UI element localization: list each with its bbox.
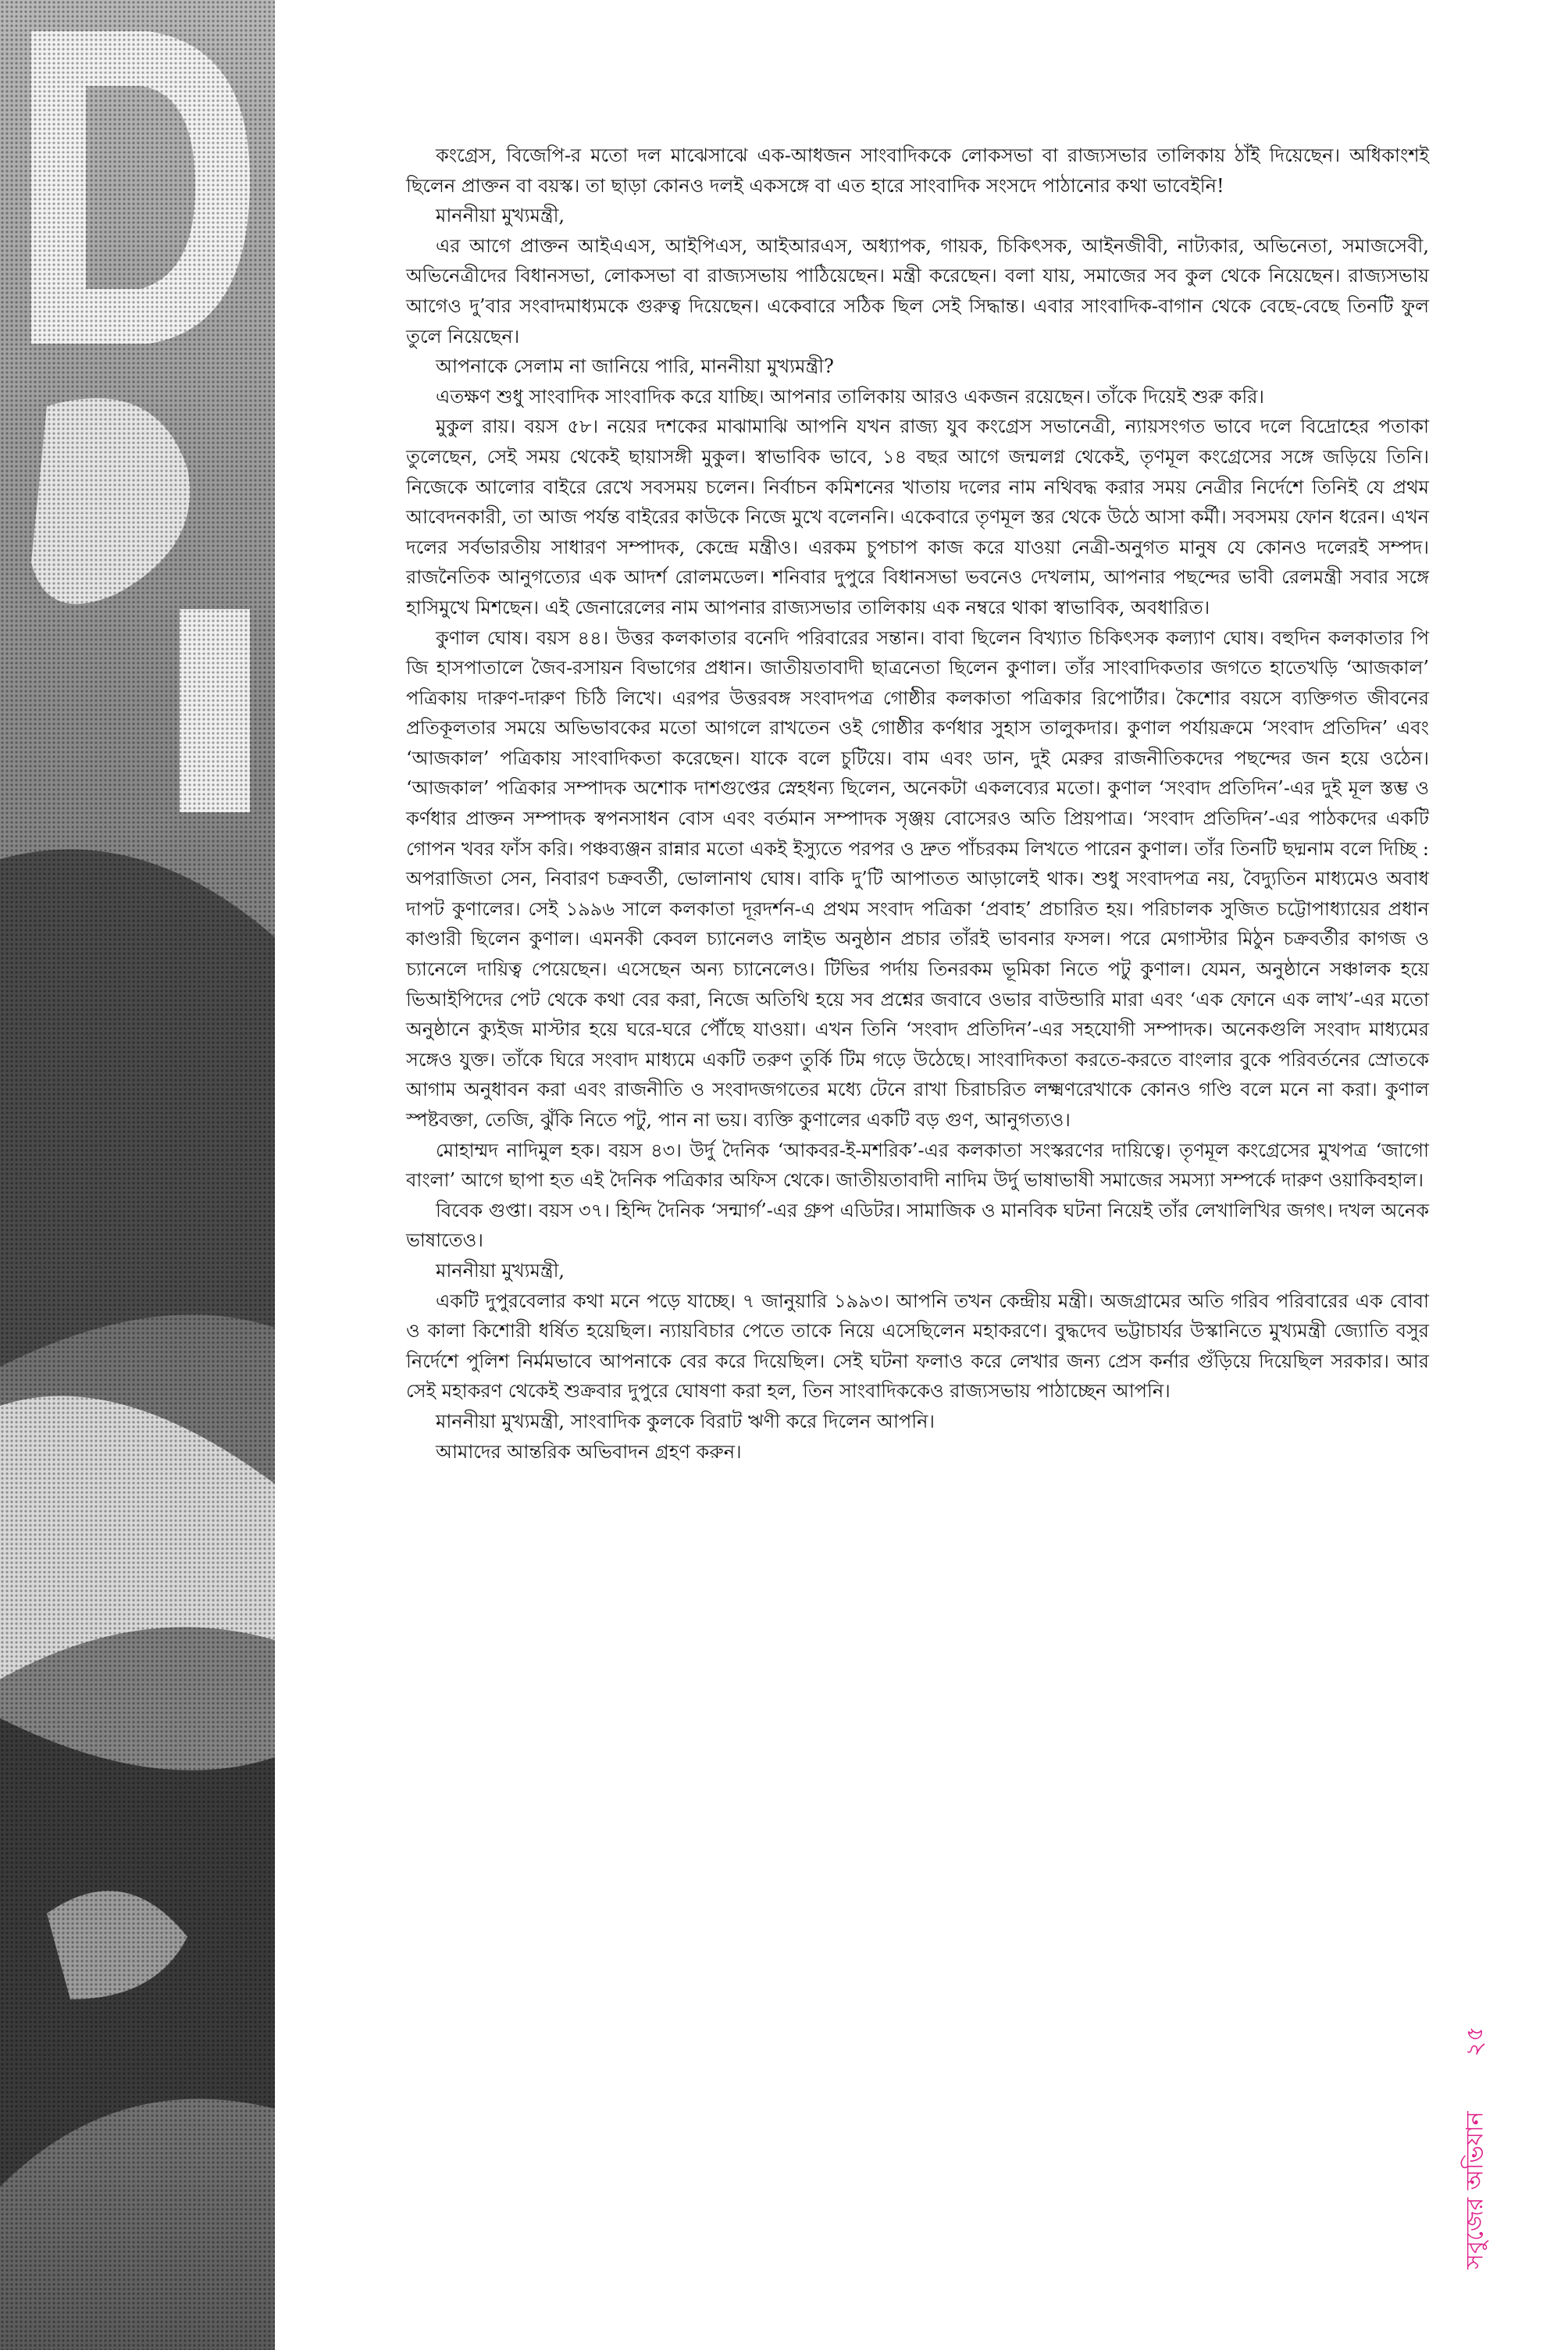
paragraph-intro: কংগ্রেস, বিজেপি-র মতো দল মাঝেসাঝে এক-আধজন সাংবাদিককে লোকসভা বা রাজ্যসভার তালিকায় ঠাঁই দিয়েছেন। অধিকাংশই ছিলেন প্রাক্তন বা বয়স্ক। তা ছাড়া কোনও দলই একসঙ্গে বা এত হারে সাংবাদিক সংসদে পাঠানোর কথা ভাবেইনি! (406, 144, 1429, 197)
paragraph-greeting: আমাদের আন্তরিক অভিবাদন গ্রহণ করুন। (436, 1440, 742, 1463)
paragraph-kunal-ghosh: কুণাল ঘোষ। বয়স ৪৪। উত্তর কলকাতার বনেদি পরিবারের সন্তান। বাবা ছিলেন বিখ্যাত চিকিৎসক কল্যাণ ঘোষ। বহুদিন কলকাতার পি জি হাসপাতালে জৈব-রসায়ন বিভাগের প্রধান। জাতীয়তাবাদী ছাত্রনেতা ছিলেন কুণাল। তাঁর সাংবাদিকতার জগতে হাতেখড়ি ‘আজকাল’ পত্রিকায় দারুণ-দারুণ চিঠি লিখে। এরপর উত্তরবঙ্গ সংবাদপত্র গোষ্ঠীর কলকাতা পত্রিকার রিপোর্টার। কৈশোর বয়সে ব্যক্তিগত জীবনের প্রতিকূলতার সময়ে অভিভাবকের মতো আগলে রাখতেন ওই গোষ্ঠীর কর্ণধার সুহাস তালুকদার। কুণাল পর্যায়ক্রমে ‘সংবাদ প্রতিদিন’ এবং ‘আজকাল’ পত্রিকায় সাংবাদিকতা করেছেন। যাকে বলে চুটিয়ে। বাম এবং ডান, দুই মেরুর রাজনীতিকদের পছন্দের জন হয়ে ওঠেন। ‘আজকাল’ পত্রিকার সম্পাদক অশোক দাশগুপ্তের স্নেহধন্য ছিলেন, অনেকটা একলব্যের মতো। কুণাল ‘সংবাদ প্রতিদিন’-এর দুই মূল স্তম্ভ ও কর্ণধার প্রাক্তন সম্পাদক স্বপনসাধন বোস এবং বর্তমান সম্পাদক সৃঞ্জয় বোসেরও অতি প্রিয়পাত্র। ‘সংবাদ প্রতিদিন’-এর পাঠকদের একটি গোপন খবর ফাঁস করি। পঞ্চব্যঞ্জন রান্নার মতো একই ইস্যুতে পরপর ও দ্রুত পাঁচরকম লিখতে পারেন কুণাল। তাঁর তিনটি ছদ্মনাম বলে দিচ্ছি : অপরাজিতা সেন, নিবারণ চক্রবর্তী, ভোলানাথ ঘোষ। বাকি দু’টি আপাতত আড়ালেই থাক। শুধু সংবাদপত্র নয়, বৈদ্যুতিন মাধ্যমেও অবাধ দাপট কুণালের। সেই ১৯৯৬ সালে কলকাতা দূরদর্শন-এ প্রথম সংবাদ পত্রিকা ‘প্রবাহ’ প্রচারিত হয়। পরিচালক সুজিত চট্টোপাধ্যায়ের প্রধান কাণ্ডারী ছিলেন কুণাল। এমনকী কেবল চ্যানেলও লাইভ অনুষ্ঠান প্রচার তাঁরই ভাবনার ফসল। পরে মেগাস্টার মিঠুন চক্রবর্তীর কাগজ ও চ্যানেলে দায়িত্ব পেয়েছেন। এসেছেন অন্য চ্যানেলেও। টিভির পর্দায় তিনরকম ভূমিকা নিতে পটু কুণাল। যেমন, অনুষ্ঠানে সঞ্চালক হয়ে ভিআইপিদের পেট থেকে কথা বের করা, নিজে অতিথি হয়ে সব প্রশ্নের জবাবে ওভার বাউন্ডারি মারা এবং ‘এক ফোনে এক লাখ’-এর মতো অনুষ্ঠানে ক্যুইজ মাস্টার হয়ে ঘরে-ঘরে পৌঁছে যাওয়া। এখন তিনি ‘সংবাদ প্রতিদিন’-এর সহযোগী সম্পাদক। অনেকগুলি সংবাদ মাধ্যমের সঙ্গেও যুক্ত। তাঁকে ঘিরে সংবাদ মাধ্যমে একটি তরুণ তুর্কি টিম গড়ে উঠেছে। সাংবাদিকতা করতে-করতে বাংলার বুকে পরিবর্তনের স্রোতকে আগাম অনুধাবন করা এবং রাজনীতি ও সংবাদজগতের মধ্যে টেনে রাখা চিরাচরিত লক্ষ্মণরেখাকে কোনও গণ্ডি বলে মনে না করা। কুণাল স্পষ্টবক্তা, তেজি, ঝুঁকি নিতে পটু, পান না ভয়। ব্যক্তি কুণালের একটি বড় গুণ, আনুগত্যও। (406, 626, 1429, 1131)
halftone-photo-strip (0, 0, 275, 2350)
paragraph-mukul-roy: মুকুল রায়। বয়স ৫৮। নয়ের দশকের মাঝামাঝি আপনি যখন রাজ্য যুব কংগ্রেস সভানেত্রী, ন্যায়সংগত ভাবে দলে বিদ্রোহের পতাকা তুলেছেন, সেই সময় থেকেই ছায়াসঙ্গী মুকুল। স্বাভাবিক ভাবে, ১৪ বছর আগে জন্মলগ্ন থেকেই, তৃণমূল কংগ্রেসের সঙ্গে জড়িয়ে তিনি। নিজেকে আলোর বাইরে রেখে সবসময় চলেন। নির্বাচন কমিশনের খাতায় দলের নাম নথিবদ্ধ করার সময় নেত্রীর নির্দেশে তিনিই যে প্রথম আবেদনকারী, তা আজ পর্যন্ত বাইরের কাউকে নিজে মুখে বলেননি। একেবারে তৃণমূল স্তর থেকে উঠে আসা কর্মী। সবসময় ফোন ধরেন। এখন দলের সর্বভারতীয় সাধারণ সম্পাদক, কেন্দ্রে মন্ত্রীও। এরকম চুপচাপ কাজ করে যাওয়া নেত্রী-অনুগত মানুষ যে কোনও দলেরই সম্পদ। রাজনৈতিক আনুগত্যের এক আদর্শ রোলমডেল। শনিবার দুপুরে বিধানসভা ভবনেও দেখলাম, আপনার পছন্দের ভাবী রেলমন্ত্রী সবার সঙ্গে হাসিমুখে মিশছেন। এই জেনারেলের নাম আপনার রাজ্যসভার তালিকায় এক নম্বরে থাকা স্বাভাবিক, অবধারিত। (406, 415, 1429, 619)
paragraph-one-more: এতক্ষণ শুধু সাংবাদিক সাংবাদিক করে যাচ্ছি। আপনার তালিকায় আরও একজন রয়েছেন। তাঁকে দিয়েই শুরু করি। (436, 385, 1265, 408)
paragraph-vivek-gupta: বিবেক গুপ্তা। বয়স ৩৭। হিন্দি দৈনিক ‘সন্মার্গ’-এর গ্রুপ এডিটর। সামাজিক ও মানবিক ঘটনা নিয়েই তাঁর লেখালিখির জগৎ। দখল অনেক ভাষাতেও। (406, 1199, 1429, 1252)
paragraph-memory-1993: একটি দুপুরবেলার কথা মনে পড়ে যাচ্ছে। ৭ জানুয়ারি ১৯৯৩। আপনি তখন কেন্দ্রীয় মন্ত্রী। অজগ্রামের অতি গরিব পরিবারের এক বোবা ও কালা কিশোরী ধর্ষিত হয়েছিল। ন্যায়বিচার পেতে তাকে নিয়ে এসেছিলেন মহাকরণে। বুদ্ধদেব ভট্টাচার্যর উস্কানিতে মুখ্যমন্ত্রী জ্যোতি বসুর নির্দেশে পুলিশ নির্মমভাবে আপনাকে বের করে দিয়েছিল। সেই ঘটনা ফলাও করে লেখার জন্য প্রেস কর্নার গুঁড়িয়ে দিয়েছিল সরকার। আর সেই মহাকরণ থেকেই শুক্রবার দুপুরে ঘোষণা করা হল, তিন সাংবাদিককেও রাজ্যসভায় পাঠাচ্ছেন আপনি। (406, 1289, 1429, 1403)
paragraph-salutation: মাননীয়া মুখ্যমন্ত্রী, (436, 205, 565, 227)
page-footer (1452, 1984, 1499, 2312)
article-body (406, 141, 1429, 1467)
paragraph-grateful: মাননীয়া মুখ্যমন্ত্রী, সাংবাদিক কুলকে বিরাট ঋণী করে দিলেন আপনি। (436, 1410, 935, 1432)
paragraph-salute: আপনাকে সেলাম না জানিয়ে পারি, মাননীয়া মুখ্যমন্ত্রী? (436, 355, 834, 378)
paragraph-past-nominees: এর আগে প্রাক্তন আইএএস, আইপিএস, আইআরএস, অধ্যাপক, গায়ক, চিকিৎসক, আইনজীবী, নাট্যকার, অভিনেতা, সমাজসেবী, অভিনেত্রীদের বিধানসভা, লোকসভা বা রাজ্যসভায় পাঠিয়েছেন। মন্ত্রী করেছেন। বলা যায়, সমাজের সব কুল থেকে নিয়েছেন। রাজ্যসভায় আগেও দু’বার সংবাদমাধ্যমকে গুরুত্ব দিয়েছেন। একেবারে সঠিক ছিল সেই সিদ্ধান্ত। এবার সাংবাদিক-বাগান থেকে বেছে-বেছে তিনটি ফুল তুলে নিয়েছেন। (406, 234, 1429, 348)
photo-strip-icon (0, 0, 275, 2350)
paragraph-nadimul-haque: মোহাম্মদ নাদিমুল হক। বয়স ৪৩। উর্দু দৈনিক ‘আকবর-ই-মশরিক’-এর কলকাতা সংস্করণের দায়িত্বে। তৃণমূল কংগ্রেসের মুখপত্র ‘জাগো বাংলা’ আগে ছাপা হত এই দৈনিক পত্রিকার অফিস থেকে। জাতীয়তাবাদী নাদিম উর্দু ভাষাভাষী সমাজের সমস্যা সম্পর্কে দারুণ ওয়াকিবহাল। (406, 1139, 1429, 1192)
paragraph-salutation-2: মাননীয়া মুখ্যমন্ত্রী, (436, 1259, 565, 1282)
page-number: ২৫ (1461, 2026, 1489, 2057)
magazine-name: সবুজের অভিযান (1461, 2111, 1489, 2270)
